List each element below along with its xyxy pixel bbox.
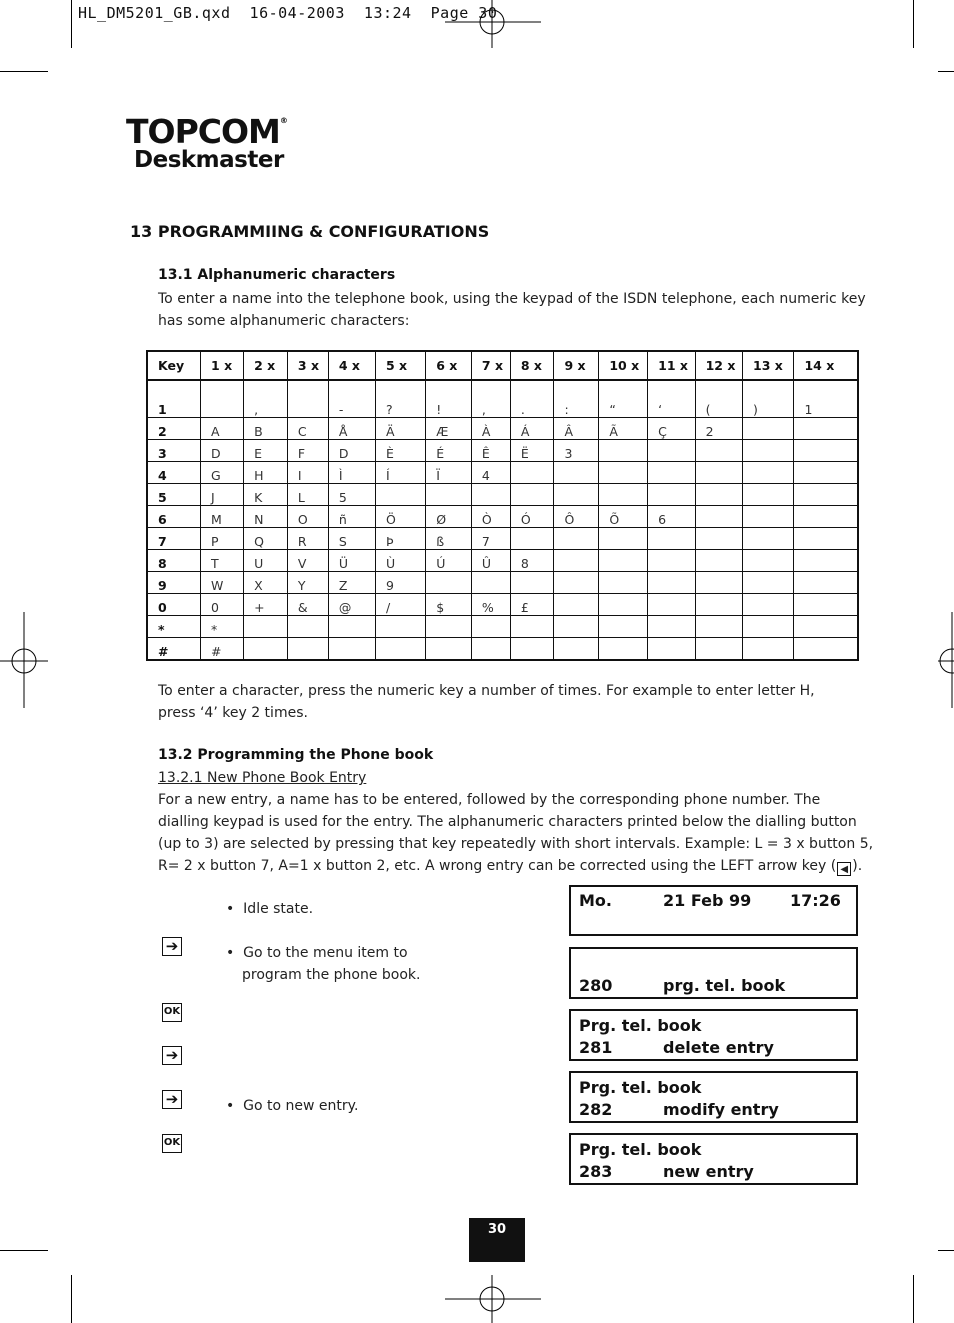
char-cell: $ (426, 594, 472, 616)
char-cell (287, 380, 328, 418)
char-cell: Ø (426, 506, 472, 528)
char-cell: L (287, 484, 328, 506)
char-cell: W (201, 572, 244, 594)
crop-mark (938, 71, 954, 72)
char-cell: V (287, 550, 328, 572)
key-cell: 4 (147, 462, 201, 484)
char-cell (648, 616, 695, 638)
char-cell: N (244, 506, 288, 528)
char-cell (695, 462, 742, 484)
char-cell (794, 484, 858, 506)
char-cell: M (201, 506, 244, 528)
char-cell: 7 (471, 528, 510, 550)
char-cell (695, 616, 742, 638)
char-cell: Í (375, 462, 425, 484)
char-cell: Ü (328, 550, 375, 572)
char-cell: Z (328, 572, 375, 594)
char-cell (648, 462, 695, 484)
lcd-display: Prg. tel. book 282 modify entry (569, 1071, 858, 1123)
section-title: 13 PROGRAMMIING & CONFIGURATIONS (130, 222, 490, 241)
lcd-display: 280 prg. tel. book (569, 947, 858, 999)
char-cell (244, 616, 288, 638)
char-cell (794, 528, 858, 550)
char-cell: 4 (471, 462, 510, 484)
char-cell (794, 550, 858, 572)
char-cell: ‘ (648, 380, 695, 418)
table-row (147, 462, 858, 484)
char-cell (510, 638, 554, 661)
char-cell (794, 616, 858, 638)
char-cell (426, 616, 472, 638)
key-cell: 1 (147, 380, 201, 418)
char-cell: # (201, 638, 244, 661)
char-cell (648, 572, 695, 594)
char-cell (471, 638, 510, 661)
char-cell: % (471, 594, 510, 616)
char-cell (426, 484, 472, 506)
char-cell: Â (554, 418, 599, 440)
char-cell: “ (599, 380, 648, 418)
char-cell (599, 638, 648, 661)
char-cell (648, 638, 695, 661)
table-row (147, 638, 858, 661)
table-header-cell: 9 x (554, 351, 599, 380)
lcd-display: Mo. 21 Feb 99 17:26 (569, 885, 858, 936)
char-cell: 1 (794, 380, 858, 418)
char-cell: C (287, 418, 328, 440)
key-cell: * (147, 616, 201, 638)
crop-mark (0, 1250, 48, 1251)
char-cell: Y (287, 572, 328, 594)
char-cell: Ú (426, 550, 472, 572)
table-header-cell: 6 x (426, 351, 472, 380)
key-cell: 9 (147, 572, 201, 594)
char-cell: S (328, 528, 375, 550)
table-header-cell: 3 x (287, 351, 328, 380)
char-cell (510, 484, 554, 506)
crop-mark (71, 1275, 72, 1323)
table-row (147, 506, 858, 528)
char-cell (471, 572, 510, 594)
char-cell: Þ (375, 528, 425, 550)
char-cell (743, 506, 794, 528)
char-cell: Æ (426, 418, 472, 440)
char-cell (244, 638, 288, 661)
char-cell: Ù (375, 550, 425, 572)
char-cell: ! (426, 380, 472, 418)
table-header-cell: Key (147, 351, 201, 380)
char-cell: ( (695, 380, 742, 418)
key-cell: 5 (147, 484, 201, 506)
char-cell (554, 638, 599, 661)
char-cell: Q (244, 528, 288, 550)
char-cell: O (287, 506, 328, 528)
table-header-cell: 10 x (599, 351, 648, 380)
char-cell: Ê (471, 440, 510, 462)
lcd-display: Prg. tel. book 283 new entry (569, 1133, 858, 1185)
table-header-cell: 5 x (375, 351, 425, 380)
char-cell: . (510, 380, 554, 418)
char-cell: J (201, 484, 244, 506)
key-cell: 7 (147, 528, 201, 550)
table-header-cell: 14 x (794, 351, 858, 380)
table-note: To enter a character, press the numeric key a number of times. For example to enter letter H, press ‘4’ key 2 times. (158, 683, 815, 721)
char-cell: Ë (510, 440, 554, 462)
key-cell: 6 (147, 506, 201, 528)
char-cell: + (244, 594, 288, 616)
table-row (147, 380, 858, 418)
char-cell: ) (743, 380, 794, 418)
char-cell (794, 462, 858, 484)
registration-mark-icon (445, 0, 541, 48)
char-cell: E (244, 440, 288, 462)
char-cell: T (201, 550, 244, 572)
step-bullet: • Go to the menu item to program the phone book. (226, 945, 421, 983)
char-cell: H (244, 462, 288, 484)
char-cell (554, 528, 599, 550)
step-bullet: • Go to new entry. (226, 1098, 359, 1114)
lcd-display: Prg. tel. book 281 delete entry (569, 1009, 858, 1061)
char-cell (554, 484, 599, 506)
char-cell (743, 594, 794, 616)
table-header-cell: 1 x (201, 351, 244, 380)
key-cell: 8 (147, 550, 201, 572)
right-arrow-key-icon: ➔ (162, 1046, 182, 1065)
char-cell: , (244, 380, 288, 418)
table-header-cell: 2 x (244, 351, 288, 380)
crop-mark (938, 1250, 954, 1251)
table-header-row (147, 351, 858, 380)
page-number: 30 (469, 1218, 525, 1262)
table-row (147, 594, 858, 616)
char-cell: A (201, 418, 244, 440)
char-cell (554, 462, 599, 484)
char-cell: É (426, 440, 472, 462)
crop-mark (913, 0, 914, 48)
table-header-cell: 8 x (510, 351, 554, 380)
char-cell (794, 506, 858, 528)
char-cell (794, 638, 858, 661)
char-cell (599, 572, 648, 594)
char-cell (554, 550, 599, 572)
char-cell: 6 (648, 506, 695, 528)
table-row (147, 616, 858, 638)
subsection-title: 13.2 Programming the Phone book (158, 747, 434, 763)
char-cell: Ö (375, 506, 425, 528)
char-cell (510, 616, 554, 638)
char-cell: Ã (599, 418, 648, 440)
char-cell (743, 528, 794, 550)
char-cell (648, 484, 695, 506)
char-cell (743, 550, 794, 572)
left-arrow-key-icon: ◀ (837, 862, 851, 876)
char-cell: Ò (471, 506, 510, 528)
char-cell (287, 616, 328, 638)
char-cell (599, 616, 648, 638)
char-cell: D (201, 440, 244, 462)
char-cell: Ç (648, 418, 695, 440)
char-cell (695, 528, 742, 550)
subsubsection-title: 13.2.1 New Phone Book Entry (158, 770, 367, 786)
char-cell: U (244, 550, 288, 572)
char-cell (375, 616, 425, 638)
char-cell (599, 550, 648, 572)
char-cell (743, 572, 794, 594)
char-cell (375, 484, 425, 506)
char-cell (510, 462, 554, 484)
topcom-logo: TOPCOM® (126, 112, 287, 151)
key-cell: # (147, 638, 201, 661)
char-cell (599, 594, 648, 616)
product-name: Deskmaster (134, 147, 284, 173)
char-cell (695, 506, 742, 528)
char-cell (328, 638, 375, 661)
char-cell (695, 440, 742, 462)
char-cell (426, 638, 472, 661)
char-cell: Ì (328, 462, 375, 484)
char-cell: G (201, 462, 244, 484)
table-header-cell: 7 x (471, 351, 510, 380)
char-cell (743, 616, 794, 638)
alphanumeric-table (146, 350, 859, 661)
char-cell (695, 594, 742, 616)
table-row (147, 484, 858, 506)
char-cell: K (244, 484, 288, 506)
char-cell: Ô (554, 506, 599, 528)
char-cell (743, 418, 794, 440)
crop-mark (913, 1275, 914, 1323)
char-cell: / (375, 594, 425, 616)
char-cell (743, 484, 794, 506)
char-cell: B (244, 418, 288, 440)
char-cell: - (328, 380, 375, 418)
table-header-cell: 4 x (328, 351, 375, 380)
char-cell: Õ (599, 506, 648, 528)
table-header-cell: 13 x (743, 351, 794, 380)
char-cell (794, 572, 858, 594)
char-cell: À (471, 418, 510, 440)
registration-mark-icon (938, 612, 954, 708)
ok-key-icon: OK (162, 1134, 182, 1153)
char-cell (554, 572, 599, 594)
char-cell: : (554, 380, 599, 418)
char-cell: Å (328, 418, 375, 440)
char-cell: 5 (328, 484, 375, 506)
char-cell (794, 594, 858, 616)
char-cell: R (287, 528, 328, 550)
printer-slug: HL_DM5201_GB.qxd 16-04-2003 13:24 Page 30 (78, 4, 498, 22)
char-cell (743, 638, 794, 661)
char-cell (695, 484, 742, 506)
char-cell: ? (375, 380, 425, 418)
char-cell (695, 638, 742, 661)
key-cell: 0 (147, 594, 201, 616)
key-cell: 3 (147, 440, 201, 462)
char-cell: , (471, 380, 510, 418)
char-cell: P (201, 528, 244, 550)
char-cell: Ä (375, 418, 425, 440)
char-cell: & (287, 594, 328, 616)
char-cell (599, 462, 648, 484)
char-cell: Ï (426, 462, 472, 484)
char-cell: 8 (510, 550, 554, 572)
char-cell: D (328, 440, 375, 462)
char-cell (599, 484, 648, 506)
phonebook-paragraph: For a new entry, a name has to be entered, followed by the corresponding phone number. The dialling keypad is used for the entry. The alphanumeric characters printed below the dialling button (up to 3) are selected by pressing that key repeatedly with short intervals. Example: L = 3 x button 5, R= 2 x button 7, A=1 x button 2, etc. A wrong entry can be corrected using the LEFT arrow key ( ◀ ). (158, 792, 874, 875)
char-cell (599, 528, 648, 550)
char-cell: ß (426, 528, 472, 550)
subsection-title: 13.1 Alphanumeric characters (158, 267, 396, 283)
char-cell (648, 550, 695, 572)
intro-paragraph: To enter a name into the telephone book, using the keypad of the ISDN telephone, each numeric key has some alphanumeric characters: (158, 291, 866, 329)
char-cell (554, 594, 599, 616)
char-cell (743, 462, 794, 484)
char-cell (743, 440, 794, 462)
char-cell (375, 638, 425, 661)
table-row (147, 528, 858, 550)
char-cell (599, 440, 648, 462)
char-cell: 3 (554, 440, 599, 462)
char-cell (287, 638, 328, 661)
crop-mark (0, 71, 48, 72)
char-cell: X (244, 572, 288, 594)
char-cell: ñ (328, 506, 375, 528)
char-cell: 0 (201, 594, 244, 616)
char-cell (794, 440, 858, 462)
step-bullet: • Idle state. (226, 901, 314, 917)
table-header-cell: 11 x (648, 351, 695, 380)
right-arrow-key-icon: ➔ (162, 937, 182, 956)
char-cell (648, 440, 695, 462)
crop-mark (71, 0, 72, 48)
char-cell (471, 616, 510, 638)
char-cell: * (201, 616, 244, 638)
char-cell (554, 616, 599, 638)
char-cell (695, 550, 742, 572)
registration-mark-icon (445, 1275, 541, 1323)
char-cell (510, 528, 554, 550)
char-cell: 9 (375, 572, 425, 594)
char-cell (328, 616, 375, 638)
key-cell: 2 (147, 418, 201, 440)
registration-mark-icon (0, 612, 48, 708)
char-cell (471, 484, 510, 506)
table-row (147, 418, 858, 440)
table-row (147, 550, 858, 572)
char-cell: 2 (695, 418, 742, 440)
char-cell (201, 380, 244, 418)
char-cell: £ (510, 594, 554, 616)
char-cell: I (287, 462, 328, 484)
table-header-cell: 12 x (695, 351, 742, 380)
char-cell (794, 418, 858, 440)
char-cell: @ (328, 594, 375, 616)
char-cell (648, 594, 695, 616)
table-row (147, 440, 858, 462)
char-cell (510, 572, 554, 594)
char-cell (648, 528, 695, 550)
char-cell: Ó (510, 506, 554, 528)
char-cell: Û (471, 550, 510, 572)
right-arrow-key-icon: ➔ (162, 1090, 182, 1109)
char-cell: F (287, 440, 328, 462)
ok-key-icon: OK (162, 1003, 182, 1022)
char-cell: Á (510, 418, 554, 440)
char-cell: È (375, 440, 425, 462)
char-cell (695, 572, 742, 594)
table-row (147, 572, 858, 594)
char-cell (426, 572, 472, 594)
